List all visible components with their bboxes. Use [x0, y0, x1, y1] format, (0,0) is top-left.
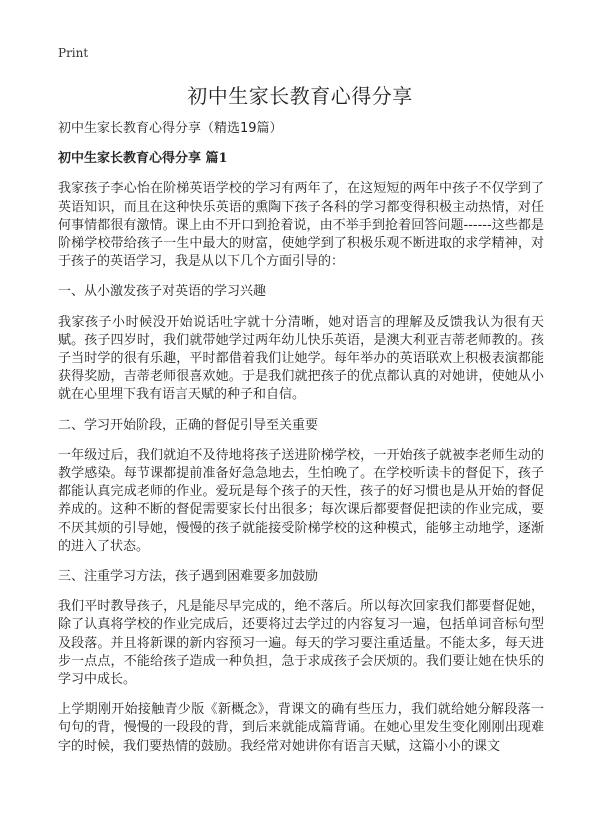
article-body: [58, 120, 544, 828]
paragraph: 我家孩子李心怡在阶梯英语学校的学习有两年了，在这短短的两年中孩子不仅学到了英语知识，而且在这种快乐英语的熏陶下孩子各科的学习都变得积极主动热情，对任何事情都很有激情。课上由不开口到抢着说，由不举手到抢着回答问题------这些都是阶梯学校带给孩子一生中最大的财富，使她学到了积极乐观不断进取的求学精神，对于孩子的英语学习，我是从以下几个方面引导的：: [58, 181, 544, 270]
paragraph: 我们平时教导孩子，凡是能尽早完成的，绝不落后。所以每次回家我们都要督促她，除了认真将学校的作业完成后，还要将过去学过的内容复习一遍，包括单词音标句型及段落。并且将新课的新内容预习一遍。每天的学习要注重适量。不能太多，每天进步一点点，不能给孩子造成一种负担，急于求成孩子会厌烦的。我们要让她在快乐的学习中成长。: [58, 599, 544, 688]
page-title: 初中生家长教育心得分享: [187, 84, 413, 108]
article-subtitle: 初中生家长教育心得分享（精选19篇）: [58, 121, 283, 136]
section-heading: 二、学习开始阶段，正确的督促引导至关重要: [58, 417, 319, 433]
paragraph: 一年级过后，我们就迫不及待地将孩子送进阶梯学校，一开始孩子就被李老师生动的教学感染。每节课都提前准备好急急地去，生怕晚了。在学校听读卡的督促下，孩子都能认真完成老师的作业。爱玩是每个孩子的天性，孩子的好习惯也是从开始的督促养成的。这种不断的督促需要家长付出很多；每次课后都要督促把读的作业完成，要不厌其烦的引导她，慢慢的孩子就能接受阶梯学校的这种模式，能够主动地学，逐渐的进入了状态。: [58, 447, 544, 554]
paragraph: 我家孩子小时候没开始说话吐字就十分清晰，她对语言的理解及反馈我认为很有天赋。孩子四岁时，我们就带她学过两年幼儿快乐英语，是澳大利亚吉蒂老师教的。孩子当时学的很有乐趣，平时都借着我们让她学。每年举办的英语联欢上积极表演都能获得奖励，吉蒂老师很喜欢她。于是我们就把孩子的优点都认真的对她讲，使她从小就在心里埋下我有语言天赋的种子和自信。: [58, 314, 544, 403]
print-link[interactable]: Print: [58, 46, 89, 60]
section-title: 初中生家长教育心得分享 篇1: [58, 151, 228, 167]
section-heading: 一、从小激发孩子对英语的学习兴趣: [58, 284, 267, 300]
section-heading: 三、注重学习方法，孩子遇到困难要多加鼓励: [58, 569, 319, 585]
paragraph: 上学期刚开始接触青少版《新概念》，背课文的确有些压力，我们就给她分解段落一句句的背，慢慢的一段段的背，到后来就能成篇背诵。在她心里发生变化刚刚出现难字的时候，我们要热情的鼓励。我经常对她讲你有语言天赋，这篇小小的课文: [58, 702, 544, 754]
